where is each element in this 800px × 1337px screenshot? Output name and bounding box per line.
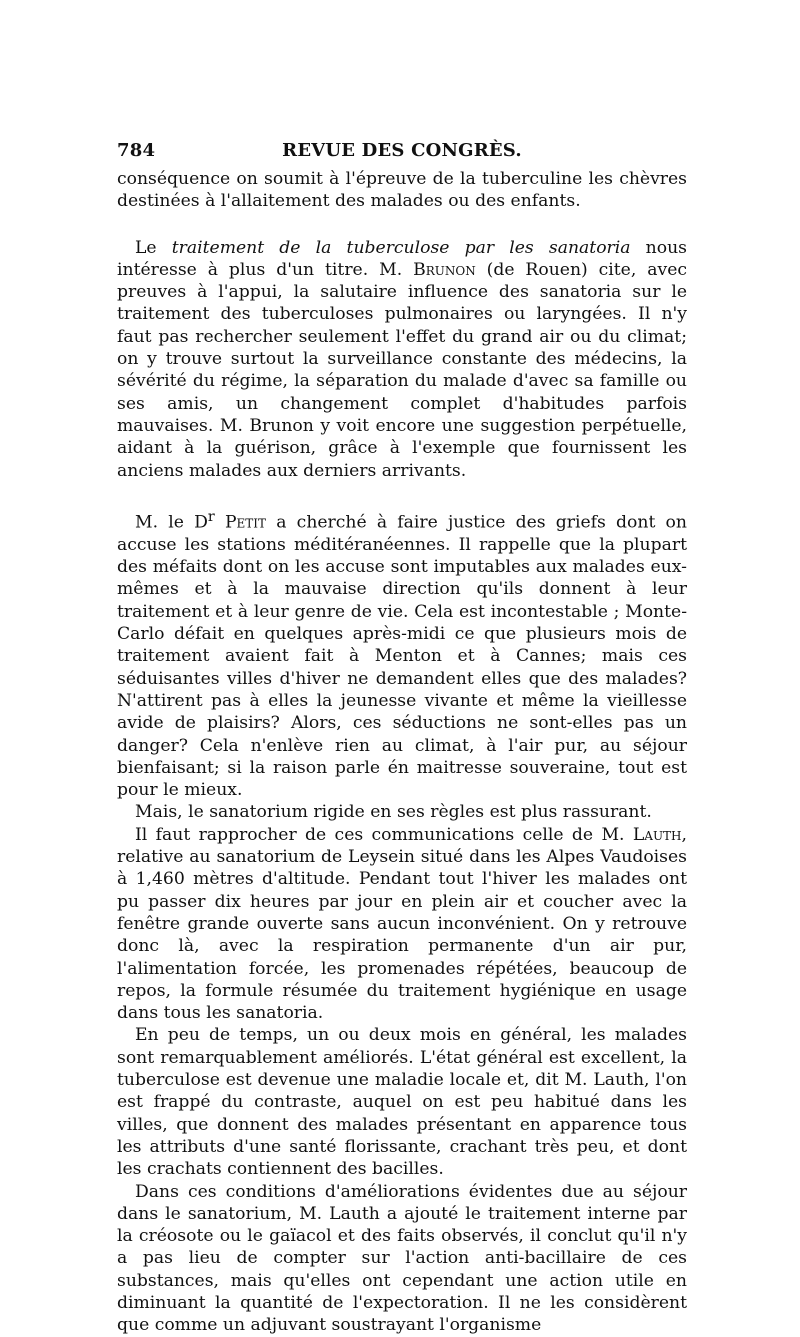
paragraph-results: En peu de temps, un ou deux mois en général, les malades sont remarquablement améliorés. L'état général est excellent, la tuberculose est devenue une maladie locale et, dit M. Lauth, l'on est frappé du contraste, auquel on est peu habitué dans les villes, que donnent des malades présentant en apparence tous les attributs d'une santé florissante, crachant très peu, et dont les crachats contiennent des bacilles.: [117, 1025, 687, 1180]
paragraph-text: Le: [135, 237, 172, 258]
author-name: Lauth: [632, 824, 682, 845]
paragraph-continuation: conséquence on soumit à l'épreuve de la tuberculine les chèvres destinées à l'allaitement des malades ou des enfants.: [117, 169, 687, 212]
paragraph-conditions: Dans ces conditions d'améliorations évidentes due au séjour dans le sanatorium, M. Lauth a ajouté le traitement interne par la créosote ou le gaïacol et des faits observés, il conclut qu'il n'y a pas lieu de compter sur l'action anti-bacillaire de ces substances, mais qu'elles ont cependant une action utile en diminuant la quantité de l'expectoration. Il ne les considèrent que comme un adjuvant soustrayant l'organisme: [117, 1181, 687, 1336]
superscript: r: [207, 508, 215, 525]
document-page: [117, 140, 687, 1337]
running-head: REVUE DES CONGRÈS.: [282, 140, 522, 161]
author-name: Petit: [214, 512, 267, 533]
paragraph-text: , relative au sanatorium de Leysein situé dans les Alpes Vaudoises à 1,460 mètres d'altitude. Pendant tout l'hiver les malades ont pu passer dix heures par jour en plein air et coucher avec la fenêtre grande ouverte sans aucun inconvénient. On y retrouve donc là, avec la respiration permanente d'un air pur, l'alimentation forcée, les promenades répétées, beaucoup de repos, la formule résumée du traitement hygiénique en usage dans tous les sanatoria.: [117, 824, 687, 1024]
paragraph-text: nous intéresse à plus d'un titre. M.: [117, 237, 687, 280]
italic-topic: traitement de la tuberculose par les sanatoria: [171, 237, 631, 258]
paragraph-mais: Mais, le sanatorium rigide en ses règles est plus rassurant.: [135, 802, 652, 823]
page-number: 784: [117, 140, 156, 161]
paragraph-text: Il faut rapprocher de ces communications celle de M.: [135, 824, 633, 845]
paragraph-text: (de Rouen) cite, avec preuves à l'appui, la salutaire influence des sanatoria sur le traitement des tuberculoses pulmonaires ou laryngées. Il n'y faut pas rechercher seulement l'effet du grand air ou du climat; on y trouve surtout la surveillance constante des médecins, la sévérité du régime, la séparation du malade d'avec sa famille ou ses amis, un changement complet d'habitudes parfois mauvaises. M. Brunon y voit encore une suggestion perpétuelle, aidant à la guérison, grâce à l'exemple que fournissent les anciens malades aux derniers arrivants.: [117, 259, 687, 481]
paragraph-petit: [117, 506, 687, 802]
paragraph-text: a cherché à faire justice des griefs dont on accuse les stations méditéranéennes. Il rappelle que la plupart des méfaits dont on les accuse sont imputables aux malades eux-mêmes et à la mauvaise direction qu'ils donnent à leur traitement et à leur genre de vie. Cela est incontestable ; Monte-Carlo défait en quelques après-midi ce que plusieurs mois de traitement avaient fait à Menton et à Cannes; mais ces séduisantes villes d'hiver ne demandent elles que des malades? N'attirent pas à elles la jeunesse vivante et même la vieillesse avide de plaisirs? Alors, ces séductions ne sont-elles pas un danger? Cela n'enlève rien au climat, à l'air pur, au séjour bienfaisant; si la raison parle én maitresse souveraine, tout est pour le mieux.: [117, 512, 687, 801]
author-name: Brunon: [413, 259, 476, 280]
paragraph-sanatoria: [117, 237, 687, 482]
paragraph-lauth: [117, 824, 687, 1025]
paragraph-text: M. le D: [135, 512, 208, 533]
page-header: [117, 140, 687, 168]
